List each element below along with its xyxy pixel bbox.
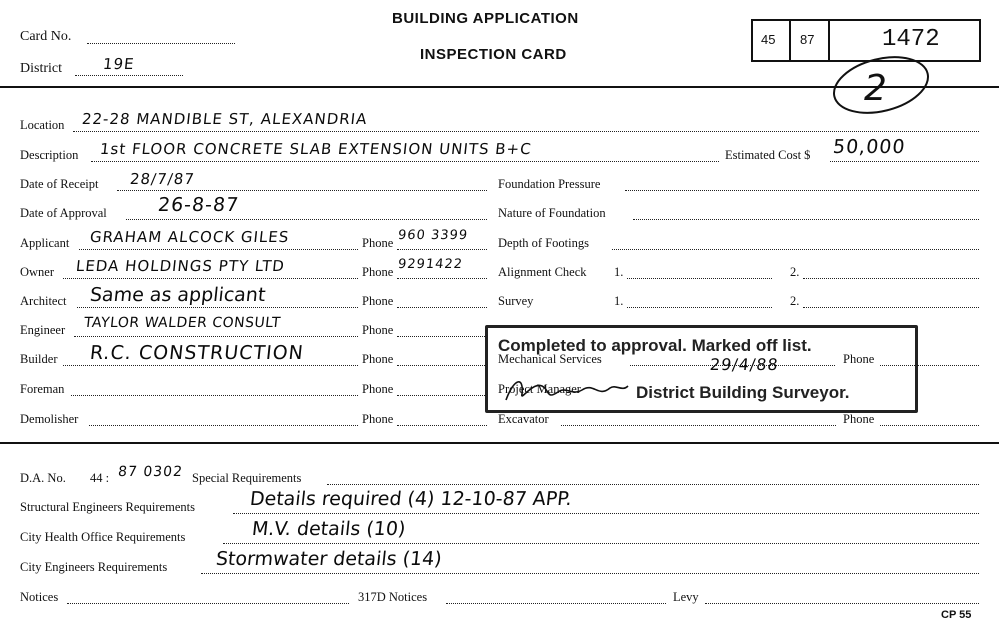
date-approval-value: 26-8-87 [156, 194, 241, 216]
form-code: CP 55 [941, 609, 972, 621]
d317-label: 317D Notices [358, 590, 428, 604]
estimated-cost-label: Estimated Cost $ [725, 148, 811, 162]
nature-foundation-label: Nature of Foundation [498, 206, 606, 220]
district-label: District [20, 61, 62, 76]
card-no-label: Card No. [20, 29, 72, 44]
description-value: 1st FLOOR CONCRETE SLAB EXTENSION UNITS B+C [99, 140, 533, 158]
engineer-phone-label: Phone [362, 323, 394, 337]
location-line [73, 131, 979, 132]
structural-label: Structural Engineers Requirements [20, 500, 195, 514]
builder-phone-label: Phone [362, 352, 394, 366]
box-cell-2: 87 [800, 32, 815, 47]
levy-label: Levy [673, 590, 699, 604]
architect-phone-label: Phone [362, 294, 394, 308]
depth-footings-label: Depth of Footings [498, 236, 589, 250]
stamp-date: 29/4/88 [709, 355, 780, 374]
location-value: 22-28 MANDIBLE ST, ALEXANDRIA [81, 110, 369, 128]
alignment-1-label: 1. [614, 265, 624, 279]
engineer-label: Engineer [20, 323, 66, 337]
notices-label: Notices [20, 590, 59, 604]
survey-label: Survey [498, 294, 534, 308]
circled-mark-number: 2 [864, 68, 887, 109]
signature [502, 372, 632, 406]
owner-phone: 9291422 [397, 257, 464, 272]
survey-1-label: 1. [614, 294, 624, 308]
date-approval-line [126, 219, 487, 220]
applicant-label: Applicant [20, 236, 70, 250]
estimated-cost-value: 50,000 [831, 136, 907, 158]
mechanical-label: Mechanical Services [498, 352, 602, 366]
da-prefix: 44 : [90, 471, 110, 485]
title-line2: INSPECTION CARD [420, 46, 567, 63]
title-line1: BUILDING APPLICATION [392, 10, 579, 27]
card-number: 1472 [882, 26, 940, 53]
owner-value: LEDA HOLDINGS PTY LTD [75, 257, 286, 275]
special-req-label: Special Requirements [192, 471, 302, 485]
da-label: D.A. No. [20, 471, 66, 485]
date-receipt-value: 28/7/87 [129, 170, 196, 188]
excavator-phone-label: Phone [843, 412, 875, 426]
excavator-label: Excavator [498, 412, 549, 426]
box-cell-1: 45 [761, 32, 776, 47]
alignment-2-label: 2. [790, 265, 800, 279]
date-receipt-label: Date of Receipt [20, 177, 99, 191]
foreman-label: Foreman [20, 382, 65, 396]
engineer-value: TAYLOR WALDER CONSULT [83, 315, 282, 331]
alignment-check-label: Alignment Check [498, 265, 587, 279]
structural-value: Details required (4) 12-10-87 APP. [248, 488, 573, 510]
survey-2-label: 2. [790, 294, 800, 308]
city-eng-label: City Engineers Requirements [20, 560, 168, 574]
description-line [91, 161, 719, 162]
applicant-phone-label: Phone [362, 236, 394, 250]
top-divider [0, 86, 999, 88]
approval-stamp [485, 325, 918, 413]
description-label: Description [20, 148, 79, 162]
stamp-line1: Completed to approval. Marked off list. [498, 336, 812, 355]
foundation-pressure-label: Foundation Pressure [498, 177, 601, 191]
demolisher-label: Demolisher [20, 412, 79, 426]
health-value: M.V. details (10) [250, 518, 407, 540]
mechanical-phone-label: Phone [843, 352, 875, 366]
estimated-cost-line [830, 161, 979, 162]
applicant-phone: 960 3399 [397, 228, 469, 243]
owner-phone-label: Phone [362, 265, 394, 279]
foreman-phone-label: Phone [362, 382, 394, 396]
applicant-value: GRAHAM ALCOCK GILES [89, 228, 291, 246]
bottom-divider [0, 442, 999, 444]
card-no-line [87, 43, 235, 44]
district-value: 19E [102, 55, 136, 73]
da-value: 87 0302 [117, 464, 184, 480]
project-manager-label: Project Manager [498, 382, 581, 396]
builder-value: R.C. CONSTRUCTION [88, 342, 305, 364]
builder-label: Builder [20, 352, 58, 366]
location-label: Location [20, 118, 65, 132]
demolisher-phone-label: Phone [362, 412, 394, 426]
date-receipt-line [117, 190, 487, 191]
city-eng-value: Stormwater details (14) [214, 548, 443, 570]
architect-value: Same as applicant [88, 284, 267, 306]
stamp-line2: District Building Surveyor. [636, 383, 850, 402]
owner-label: Owner [20, 265, 55, 279]
district-line [75, 75, 183, 76]
date-approval-label: Date of Approval [20, 206, 107, 220]
health-label: City Health Office Requirements [20, 530, 186, 544]
architect-label: Architect [20, 294, 67, 308]
